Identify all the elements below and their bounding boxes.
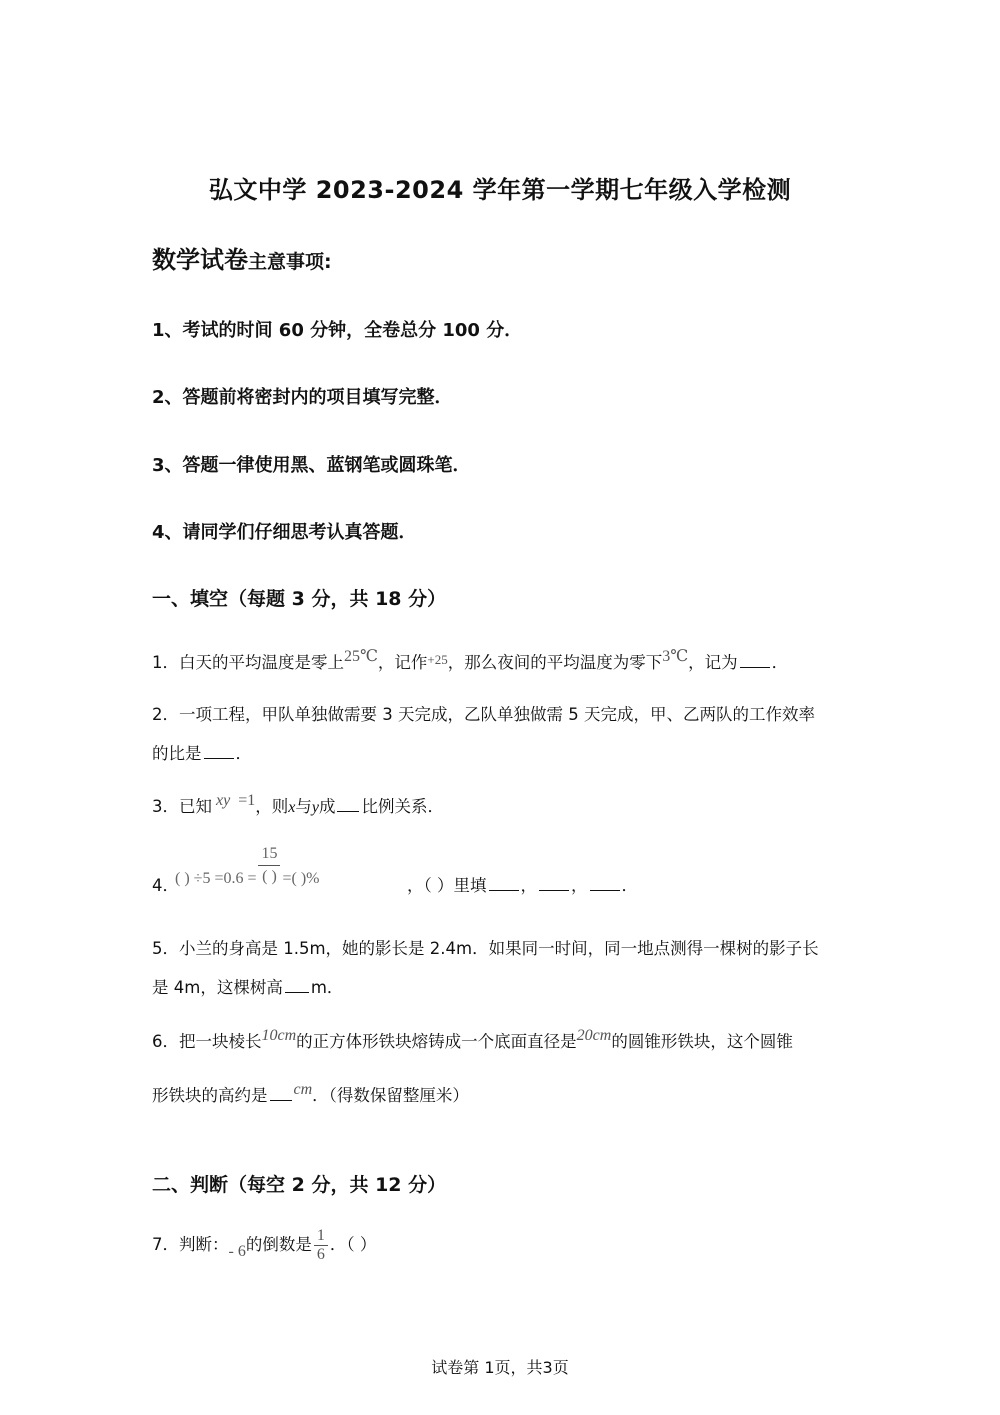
math-20cm: 20cm xyxy=(576,1027,612,1044)
subject-title: 数学试卷 xyxy=(152,246,248,274)
answer-blank[interactable] xyxy=(285,974,309,993)
notice-3: 3、答题一律使用黑、蓝钢笔或圆珠笔． xyxy=(152,455,471,476)
fraction-15: $\frac{15}{( )}$ xyxy=(258,843,280,888)
answer-blank[interactable] xyxy=(590,872,620,891)
answer-blank[interactable] xyxy=(270,1082,292,1101)
section-judge: 二、判断（每空 2 分，共 12 分） xyxy=(152,1174,447,1196)
math-cm: cm xyxy=(293,1081,313,1098)
page-title: 弘文中学 2023-2024 学年第一学期七年级入学检测 xyxy=(208,176,792,204)
fraction-1-6: $\frac{1}{6}$ xyxy=(314,1227,328,1264)
answer-blank[interactable] xyxy=(489,872,519,891)
notice-heading: 主意事项: xyxy=(248,251,332,273)
math-neg6: - 6 xyxy=(228,1243,246,1260)
question-4-equation: ( ) ÷5 =0.6 = $\frac{15}{( )}$ =( )% xyxy=(175,845,320,888)
question-2: 2．一项工程，甲队单独做需要 3 天完成，乙队单独做需 5 天完成，甲、乙两队的工作效率 的比是 ． xyxy=(152,705,815,763)
question-3: 3．已知 xy =1，则x与y成 比例关系． xyxy=(152,792,444,816)
notice-1: 1、考试的时间 60 分钟，全卷总分 100 分． xyxy=(152,320,523,341)
math-xy: xy xyxy=(216,792,231,809)
answer-blank[interactable] xyxy=(740,649,770,668)
math-10cm: 10cm xyxy=(261,1027,297,1044)
subtitle xyxy=(152,240,332,275)
page-footer: 试卷第 1页，共3页 xyxy=(431,1358,569,1377)
answer-blank[interactable] xyxy=(204,740,234,759)
math-25c: 25℃ xyxy=(344,648,378,665)
question-6: 6．把一块棱长10cm的正方体形铁块熔铸成一个底面直径是20cm的圆锥形铁块，这个圆锥 形铁块的高约是 cm．（得数保留整厘米） xyxy=(152,1027,793,1105)
math-plus25: +25 xyxy=(427,652,448,667)
question-5: 5．小兰的身高是 1.5m，她的影长是 2.4m．如果同一时间，同一地点测得一棵树的影子长 是 4m，这棵树高 m． xyxy=(152,939,819,997)
question-4: 4． ，（ ）里填 ， ， ． xyxy=(152,866,852,905)
section-fill-in: 一、填空（每题 3 分，共 18 分） xyxy=(152,588,447,610)
answer-blank[interactable] xyxy=(337,793,359,812)
notice-4: 4、请同学们仔细思考认真答题． xyxy=(152,522,417,543)
answer-blank[interactable] xyxy=(539,872,569,891)
math-eq1: =1 xyxy=(238,792,256,809)
question-7: 7．判断：- 6的倒数是 $\frac{1}{6}$ ．（ ） xyxy=(152,1227,377,1263)
notice-2: 2、答题前将密封内的项目填写完整． xyxy=(152,387,453,408)
question-1: 1．白天的平均温度是零上25℃，记作$^{+25}$，那么夜间的平均温度为零下3℃，记为 ． xyxy=(152,648,789,672)
math-3c: 3℃ xyxy=(662,648,689,665)
